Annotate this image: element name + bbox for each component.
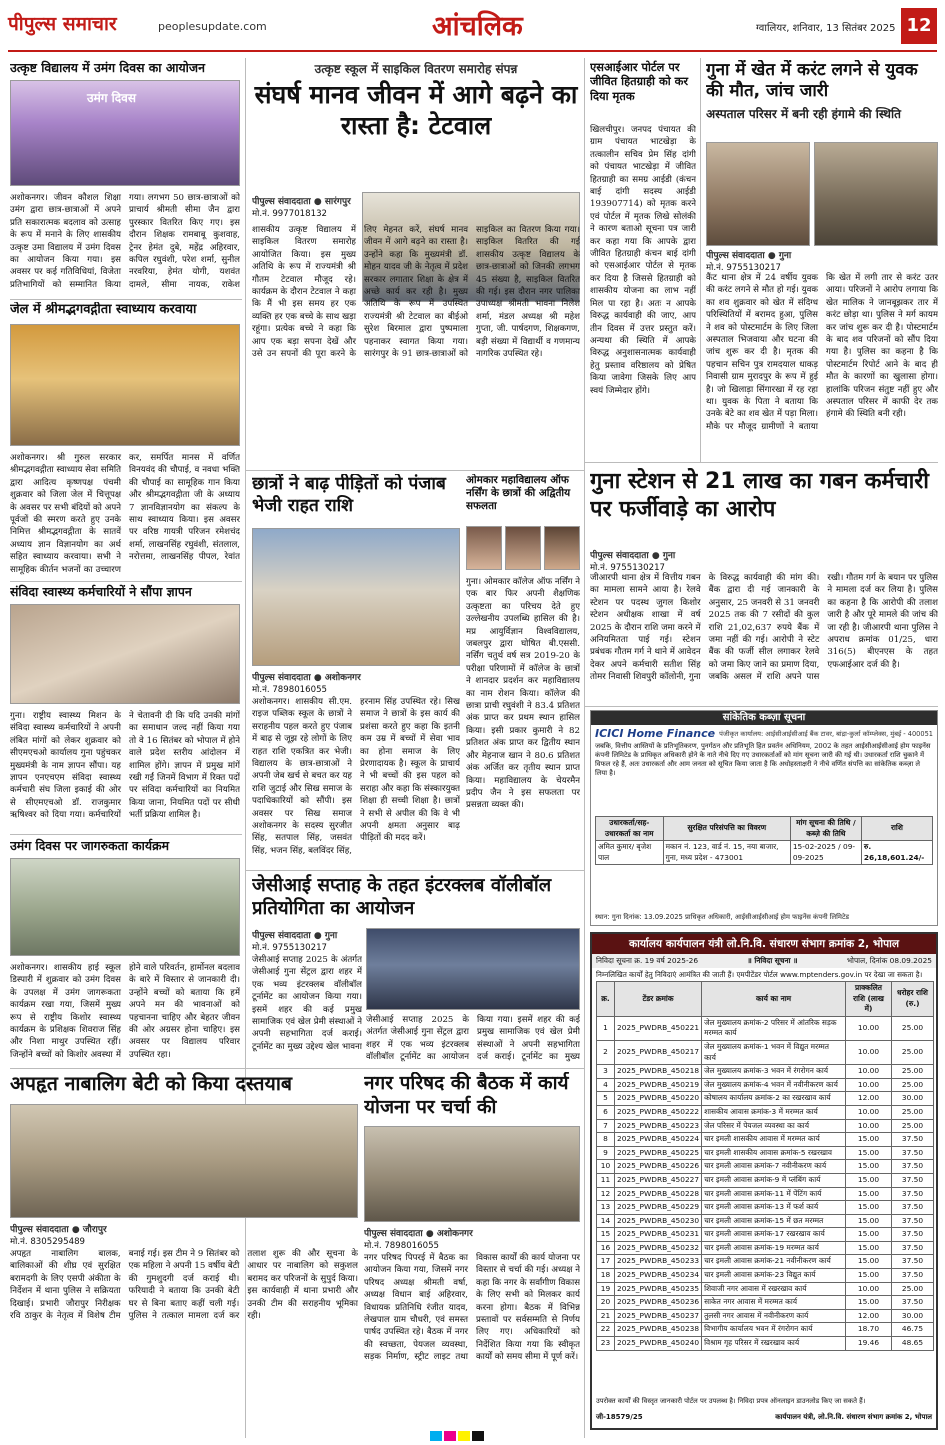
table-cell: 2025_PWDRB_450235 [615, 1282, 702, 1296]
ad-heading: सांकेतिक कब्ज़ा सूचना [591, 711, 937, 725]
table-cell: 10.00 [846, 1078, 892, 1092]
headline: गुना में खेत में करंट लगने से युवक की मौत, जांच जारी [706, 60, 918, 102]
mobile-number: मो.नं. 9755130217 [706, 263, 782, 273]
table-cell: जेल मुख्यालय क्रमांक-4 भवन में नवीनीकरण कार्य [702, 1078, 846, 1092]
table-header: प्राक्कलित राशि (लाख में) [846, 982, 892, 1017]
table-cell: 15.00 [846, 1173, 892, 1187]
table-cell: चार इमली शासकीय आवास में मरम्मत कार्य [702, 1133, 846, 1147]
event-photo [10, 1104, 358, 1218]
website-link[interactable]: peoplesupdate.com [158, 20, 267, 33]
table-header-row [596, 817, 933, 841]
article-punjab-relief [252, 474, 460, 868]
table-cell: 10.00 [846, 1016, 892, 1040]
headline: संघर्ष मानव जीवन में आगे बढ़ने का रास्ता है: टेटवाल [254, 80, 578, 141]
table-cell: 25.00 [892, 1119, 934, 1133]
table-cell: जेल परिसर में पेयजल व्यवस्था का कार्य [702, 1119, 846, 1133]
byline: पीपुल्स संवाददाता ● गुना [706, 251, 792, 261]
byline-block [706, 248, 938, 273]
table-cell: 13 [597, 1201, 615, 1215]
table-cell: 15.00 [846, 1241, 892, 1255]
table-cell: चार इमली आवास क्रमांक-21 नवीनीकरण कार्य [702, 1255, 846, 1269]
article-body-continued: जेसीआई सप्ताह 2025 के अंतर्गत जेसीआई गुना सेंट्रल द्वारा शहर में एक भव्य इंटरक्लब वॉलीबॉल टूर्नामेंट का आयोजन किया गया। इसमें शहर की कई प्रमुख सामाजिक एवं खेल प्रेमी संस्थाओं ने अपनी सहभागिता दर्ज कराई। टूर्नामेंट का मुख्य [366, 1015, 580, 1063]
event-photo [10, 80, 240, 186]
article-jci-volleyball [252, 874, 580, 1064]
byline: पीपुल्स संवाददाता ● अशोकनगर [252, 673, 361, 683]
table-cell: कोषालय कार्यालय क्रमांक-2 का रखरखाव कार्य [702, 1092, 846, 1106]
article-guna-station-fraud [590, 468, 938, 704]
byline-block [364, 1226, 580, 1251]
table-cell: 10.00 [846, 1040, 892, 1064]
table-cell: 12.00 [846, 1092, 892, 1106]
table-cell: चार इमली आवास क्रमांक-7 नवीनीकरण कार्य [702, 1160, 846, 1174]
table-cell: चार इमली आवास क्रमांक-13 में फर्श कार्य [702, 1201, 846, 1215]
table-cell: 15 [597, 1228, 615, 1242]
event-photo [252, 528, 460, 666]
table-cell: 15.00 [846, 1214, 892, 1228]
article-cycle-distribution [252, 60, 580, 470]
tender-intro: निम्नलिखित कार्यों हेतु निविदाएं आमंत्रित की जाती हैं। एमपीटेंडर पोर्टल www.mptenders.gov.in पर देखा जा सकता है। [596, 970, 923, 979]
table-cell: 2025_PWDRB_450234 [615, 1269, 702, 1283]
tender-title: कार्यालय कार्यपालन यंत्री लो.नि.वि. संधारण संभाग क्रमांक 2, भोपाल [592, 934, 936, 954]
article-body: शासकीय उत्कृष्ट विद्यालय में साइकिल वितरण समारोह आयोजित किया। इस मुख्य अतिथि के रूप में राज्यमंत्री श्री गौतम टेटवाल मौजूद रहे। कार्यक्रम के दौरान टेटवाल ने कहा कि मैं भी इस समय हर एक व्यक्ति हर एक बच्चे के साथ खड़ा रहूंगा। प्रत्येक बच्चे ने कहा कि आप एक बड़ा सपना देखें और उसे उन सपनों की पूरा करने के लिए मेहनत करें, संघर्ष मानव जीवन में आगे बढ़ने का रास्ता है। उन्होंने कहा कि मुख्यमंत्री डॉ. मोहन यादव जी के नेतृत्व में प्रदेश सरकार लगातार शिक्षा के क्षेत्र में अच्छे कार्य कर रही है। मुख्य अतिथि के रूप में उपस्थित राज्यमंत्री श्री टेटवाल का बीईओ सुरेश बिरमाल द्वारा पुष्पमाला पहनाकर स्वागत किया गया। सारंगपुर के 91 छात्र-छात्राओं को साइकिल का वितरण किया गया। साइकिल वितरित की गई शासकीय उत्कृष्ट विद्यालय के छात्र-छात्राओं को जिनकी लगभग 45 संख्या है, साइकिल वितरित की गई। इस दौरान नगर पालिका उपाध्यक्ष श्रीमती भावना निलेश शर्मा, मंडल अध्यक्ष श्री महेश गुप्ता, जी. पार्षदगण, शिक्षकगण, बड़ी संख्या में विद्यार्थी व गणमान्य नागरिक उपस्थित रहे। [252, 225, 580, 360]
table-cell: चार इमली आवास क्रमांक-19 मरम्मत कार्य [702, 1241, 846, 1255]
table-cell: 37.50 [892, 1187, 934, 1201]
table-cell: 20 [597, 1296, 615, 1310]
headline: गुना स्टेशन से 21 लाख का गबन कर्मचारी पर फर्जीवाड़े का आरोप [590, 469, 929, 522]
table-cell: 15.00 [846, 1255, 892, 1269]
article-body: अशोकनगर। शासकीय हाई स्कूल डिस्पारी में शुक्रवार को उमंग दिवस के उपलक्ष में उमंग जागरूकता कार्यक्रम रखा गया, जिसमें मुख्य रूप से राष्ट्रीय किशोर स्वास्थ्य कार्यक्रम के प्रशिक्षक शिवराज सिंह और निशा माथुर उपस्थित रहीं। जिन्होंने बच्चों को किशोर अवस्था में होने वाले परिवर्तन, हार्मोनल बदलाव के बारे में विस्तार से जानकारी दी। उन्होंने बच्चों को बताया कि हमें अपने मन की भावनाओं को पहचानना चाहिए और बेहतर जीवन की ओर अग्रसर होना चाहिए। इस अवसर पर विद्यालय परिवार उपस्थित रहा। [10, 963, 240, 1060]
table-cell: 3 [597, 1065, 615, 1079]
table-cell: 37.50 [892, 1146, 934, 1160]
event-photo [364, 1126, 580, 1222]
table-header: राशि [861, 817, 932, 841]
kicker: उत्कृष्ट स्कूल में साइकिल वितरण समारोह संपन्न [314, 62, 518, 76]
headline: उत्कृष्ट विद्यालय में उमंग दिवस का आयोजन [10, 60, 205, 75]
table-cell: 15.00 [846, 1201, 892, 1215]
ad-table [595, 816, 933, 865]
rule [10, 834, 242, 835]
article-body: नगर परिषद पिपरई में बैठक का आयोजन किया गया, जिसमें नगर परिषद अध्यक्ष श्रीमती वर्षा, अध्यक्ष विधान बाई अहिरवार, विधायक प्रतिनिधि रंजीत यादव, लेखपाल ग्राम चौधरी, एवं समस्त पार्षद उपस्थित रहे। बैठक में नगर की स्वच्छता, पेयजल व्यवस्था, सड़क निर्माण, स्ट्रीट लाइट तथा विकास कार्यों की कार्य योजना पर विस्तार से चर्चा की गई। अध्यक्ष ने कहा कि नगर के सर्वांगीण विकास के लिए सभी को मिलकर कार्य करना होगा। बैठक में विभिन्न प्रस्तावों पर सर्वसम्मति से निर्णय लिए गए। अधिकारियों को निर्देशित किया गया कि स्वीकृत कार्यों को समय सीमा में पूर्ण करें। [364, 1253, 580, 1363]
table-row [597, 1269, 934, 1283]
byline: पीपुल्स संवाददाता ● गुना [590, 551, 676, 561]
headline: संविदा स्वास्थ्य कर्मचारियों ने सौंपा ज्ञापन [10, 584, 192, 599]
table-cell: 37.50 [892, 1228, 934, 1242]
table-row [597, 1160, 934, 1174]
table-row [597, 1078, 934, 1092]
ad-body: जबकि, वित्तीय आस्तियों के प्रतिभूतिकरण, पुनर्गठन और प्रतिभूति हित प्रवर्तन अधिनियम, 2002 के तहत आईसीआईसीआई होम फाइनेंस कंपनी लिमिटेड के प्राधिकृत अधिकारी होने के नाते नीचे दिए गए उधारकर्ताओं को मांग सूचना जारी की गई थी। उधारकर्ता राशि चुकाने में विफल रहे हैं, अतः उधारकर्ता और आम जनता को सूचित किया जाता है कि अधोहस्ताक्षरी ने नीचे वर्णित संपत्ति का सांकेतिक कब्ज़ा ले लिया है। [595, 742, 931, 777]
article-body: गुना। ओमकार कॉलेज ऑफ नर्सिंग ने एक बार फिर अपनी शैक्षणिक उत्कृष्टता का परिचय देते हुए उल्लेखनीय उपलब्धि हासिल की है। मप्र आयुर्विज्ञान विश्वविद्यालय, जबलपुर द्वारा घोषित बी.एससी. नर्सिंग चतुर्थ वर्ष सत्र 2019-20 के परीक्षा परिणामों में कॉलेज के छात्रों ने शानदार प्रदर्शन कर महाविद्यालय का नाम रोशन किया। कॉलेज की छात्रा प्राची रघुवंशी ने 83.4 प्रतिशत अंक प्राप्त कर प्रथम स्थान हासिल किया। इसी प्रकार कुमारी ने 82 प्रतिशत अंक प्राप्त कर द्वितीय स्थान और मेहनाज खान ने 80.6 प्रतिशत अंक अर्जित कर तृतीय स्थान प्राप्त किया। महाविद्यालय के चेयरमैन प्रदीप जैन ने इस सफलता पर प्रसन्नता व्यक्त की। [466, 577, 580, 811]
table-cell: 37.50 [892, 1241, 934, 1255]
table-cell: 2025_PWDRB_450220 [615, 1092, 702, 1106]
table-cell: 37.50 [892, 1133, 934, 1147]
table-cell: 2025_PWDRB_450227 [615, 1173, 702, 1187]
table-cell: 19 [597, 1282, 615, 1296]
tender-code: जी-18579/25 [596, 1413, 643, 1421]
color-swatch [472, 1431, 484, 1441]
table-cell: 2025_PWDRB_450240 [615, 1337, 702, 1351]
event-photo [706, 142, 810, 246]
table-row [597, 1228, 934, 1242]
table-cell: तुलसी नगर आवास में नवीनीकरण कार्य [702, 1309, 846, 1323]
table-cell: 7 [597, 1119, 615, 1133]
table-cell: 37.50 [892, 1214, 934, 1228]
tender-number: निविदा सूचना क्र. 19 वर्ष 2025-26 [596, 956, 699, 965]
table-row [597, 1201, 934, 1215]
table-row [597, 1173, 934, 1187]
table-cell: 2025_PWDRB_450223 [615, 1119, 702, 1133]
article-body: जीआरपी थाना क्षेत्र में वित्तीय गबन का मामला सामने आया है। रेलवे स्टेशन पर पदस्थ जुगल किशोर स्टेशन अधीक्षक शाखा में वर्ष 2025 के दौरान राशि जमा करने में अनियमितता पाई गई। स्टेशन प्रबंधक गौतम गर्ग ने थाने में आवेदन देकर अपने कर्मचारी सतीश सिंह तोमर निवासी शिवपुरी कॉलोनी, गुना के विरुद्ध कार्यवाही की मांग की। बैंक द्वारा दी गई जानकारी के अनुसार, 25 जनवरी से 31 जनवरी 2025 तक की 7 रसीदों की कुल राशि 21,02,637 रुपये बैंक में जमा नहीं की गई। आरोपी ने स्टेट बैंक की फर्जी सील लगाकर रेलवे को जमा किए जाने का प्रमाण दिया, जबकि असल में राशि अपने पास रखी। गौतम गर्ग के बयान पर पुलिस ने मामला दर्ज कर लिया है। पुलिस का कहना है कि आरोपी की तलाश जारी है और पूरे मामले की जांच की जा रही है। जीआरपी थाना पुलिस ने अपराध क्रमांक 01/25, धारा 316(5) बीएनएस के तहत एफआईआर दर्ज की है। [590, 573, 938, 683]
section-title: आंचलिक [432, 11, 523, 42]
edition-date: ग्वालियर, शनिवार, 13 सितंबर 2025 [756, 23, 896, 34]
tender-footnote: उपरोक्त कार्यों की विस्तृत जानकारी पोर्टल पर उपलब्ध है। निविदा प्रपत्र ऑनलाइन डाउनलोड किए जा सकते हैं। [596, 1397, 866, 1406]
banner-text: उमंग दिवस [87, 91, 136, 105]
icici-possession-notice-ad [590, 710, 938, 926]
article-gita-jail [10, 302, 240, 578]
table-cell: 2025_PWDRB_450236 [615, 1296, 702, 1310]
table-cell: 16 [597, 1241, 615, 1255]
table-cell: 25.00 [892, 1016, 934, 1040]
pwd-tender-notice-ad [590, 932, 938, 1430]
ad-address: पंजीकृत कार्यालय: आईसीआईसीआई बैंक टावर, बांद्रा-कुर्ला कॉम्प्लेक्स, मुंबई - 400051 [719, 730, 933, 738]
table-cell: 6 [597, 1105, 615, 1119]
rule [10, 581, 242, 582]
table-row [597, 1241, 934, 1255]
rule [584, 706, 938, 707]
table-cell: 10.00 [846, 1105, 892, 1119]
table-cell: 37.50 [892, 1296, 934, 1310]
table-cell: 2 [597, 1040, 615, 1064]
table-cell: 9 [597, 1146, 615, 1160]
table-cell: 17 [597, 1255, 615, 1269]
headline: जेसीआई सप्ताह के तहत इंटरक्लब वॉलीबॉल प्रतियोगिता का आयोजन [252, 875, 552, 920]
table-cell: 11 [597, 1173, 615, 1187]
table-cell: 30.00 [892, 1092, 934, 1106]
table-cell: 2025_PWDRB_450226 [615, 1160, 702, 1174]
headline: ओमकार महाविद्यालय ऑफ नर्सिंग के छात्रों की अद्वितीय सफलता [466, 474, 571, 512]
article-nagar-parishad [364, 1072, 580, 1438]
table-header: धरोहर राशि (रु.) [892, 982, 934, 1017]
table-cell: साकेत नगर आवास में मरम्मत कार्य [702, 1296, 846, 1310]
table-cell: चार इमली आवास क्रमांक-9 में प्लंबिंग कार्य [702, 1173, 846, 1187]
table-cell: चार इमली आवास क्रमांक-15 में छत मरम्मत [702, 1214, 846, 1228]
table-header-row [597, 982, 934, 1017]
table-cell: जेल मुख्यालय क्रमांक-2 परिसर में आंतरिक सड़क मरम्मत कार्य [702, 1016, 846, 1040]
table-row [597, 1296, 934, 1310]
table-cell: 10.00 [846, 1119, 892, 1133]
table-cell: 2025_PWDRB_450224 [615, 1133, 702, 1147]
table-cell: 18 [597, 1269, 615, 1283]
article-umang-diwas [10, 60, 240, 296]
byline: पीपुल्स संवाददाता ● सारंगपुर [252, 197, 351, 207]
article-guna-current-death [706, 60, 938, 460]
color-swatch [444, 1431, 456, 1441]
table-cell: 25.00 [892, 1040, 934, 1064]
mobile-number: मो.नं. 8305295489 [10, 1237, 86, 1247]
tender-table [596, 981, 934, 1351]
article-minor-recovered [10, 1072, 358, 1438]
table-cell: चार इमली आवास क्रमांक-23 विद्युत कार्य [702, 1269, 846, 1283]
table-row [597, 1282, 934, 1296]
table-cell: चार इमली आवास क्रमांक-17 रखरखाव कार्य [702, 1228, 846, 1242]
mobile-number: मो.नं. 7898016055 [364, 1241, 440, 1251]
table-row [597, 1187, 934, 1201]
table-cell: 2025_PWDRB_450222 [615, 1105, 702, 1119]
event-photo [10, 324, 240, 446]
byline-block [10, 1222, 120, 1247]
table-cell: 23 [597, 1337, 615, 1351]
ad-footer: स्थान: गुना दिनांक: 13.09.2025 प्राधिकृत अधिकारी, आईसीआईसीआई होम फाइनेंस कंपनी लिमिटेड [595, 913, 850, 921]
table-cell: 2025_PWDRB_450230 [615, 1214, 702, 1228]
table-cell: अमित कुमार/ बृजेश पाल [596, 841, 664, 865]
table-cell: शासकीय आवास क्रमांक-3 में मरम्मत कार्य [702, 1105, 846, 1119]
event-photo [10, 858, 240, 956]
column-divider [584, 58, 585, 1438]
table-cell: 1 [597, 1016, 615, 1040]
article-body: अशोकनगर। श्री गुरुल सरकार श्रीमद्भगवद्गीता स्वाध्याय सेवा समिति द्वारा आदित्य कृष्णपक्ष पंचमी शुक्रवार को जिला जेल में चित्तूपक्ष के अवसर पर सभी बंदियों को अपने पूर्वजों की स्मरण करते हुए उनके निमित्त श्रीमद्भगवद्गीता के सातवें अध्याय ज्ञान विज्ञानयोग का अर्थ सहित स्वाध्याय करवाया। सभी ने सामूहिक कीर्तन भजनों का उच्चारण कर, समर्पित मानस में वर्णित विनयवंद की चौपाई, व नवधा भक्ति की चौपाई का सामूहिक गान किया और श्रीमद्भगवद्गीता जी के अध्याय 7 ज्ञानविज्ञानयोग का संकल्प के साथ स्वाध्याय किया। इस अवसर पर वरिष्ठ गायत्री परिजन रमेशचंद शर्मा, लाखनसिंह रघुवंशी, संतलाल, नरोत्तमा, लाखनसिंह पीपल, रेवांत [10, 453, 240, 575]
article-umang-awareness [10, 838, 240, 1066]
table-cell: जेल मुख्यालय क्रमांक-3 भवन में रंगरोगन कार्य [702, 1065, 846, 1079]
byline-block [252, 670, 460, 695]
headline: छात्रों ने बाढ़ पीड़ितों को पंजाब भेजी राहत राशि [252, 474, 446, 516]
byline: पीपुल्स संवाददाता ● गुना [252, 931, 338, 941]
article-body: गुना। राष्ट्रीय स्वास्थ्य मिशन के संविदा स्वास्थ्य कर्मचारियों ने अपनी लंबित मांगों को लेकर शुक्रवार को सीएमएचओ कार्यालय गुना पहुंचकर मुख्यमंत्री के नाम ज्ञापन सौंपा। यह ज्ञापन एनएचएम संविदा स्वास्थ्य कर्मचारी संघ जिला इकाई की ओर से सीएमएचओ डॉ. राजकुमार ऋषिश्वर को दिया गया। कर्मचारियों ने चेतावनी दी कि यदि उनकी मांगों का समाधान जल्द नहीं किया गया तो वे 16 सितंबर को भोपाल में होने वाले प्रदेश स्तरीय आंदोलन में शामिल होंगे। ज्ञापन में प्रमुख मांगें रखी गईं जिनमें विभाग में रिक्त पदों पर संविदा कर्मचारियों का नियमित किया जाना, नियमित पदों पर सीधी भर्ती प्रक्रिया शामिल है। [10, 711, 240, 821]
table-cell: 25.00 [892, 1105, 934, 1119]
table-cell: 15.00 [846, 1228, 892, 1242]
table-header: उधारकर्ता/सह-उधारकर्ता का नाम [596, 817, 664, 841]
table-cell: 5 [597, 1092, 615, 1106]
tender-signatory: कार्यपालन यंत्री, लो.नि.वि. संधारण संभाग क्रमांक 2, भोपाल [775, 1413, 932, 1421]
student-photo [505, 526, 541, 570]
table-cell: 2025_PWDRB_450238 [615, 1323, 702, 1337]
table-cell: 12 [597, 1187, 615, 1201]
table-cell: शिवाजी नगर आवास में रखरखाव कार्य [702, 1282, 846, 1296]
table-cell: 4 [597, 1078, 615, 1092]
table-row [597, 1092, 934, 1106]
article-omkar-nursing [466, 474, 580, 868]
mobile-number: मो.नं. 9755130217 [590, 563, 666, 573]
event-photo [366, 928, 580, 1010]
ad-brand-row [591, 725, 937, 742]
headline: उमंग दिवस पर जागरुकता कार्यक्रम [10, 838, 170, 853]
table-row [597, 1214, 934, 1228]
table-cell: चार इमली शासकीय आवास क्रमांक-5 रखरखाव [702, 1146, 846, 1160]
table-cell: 2025_PWDRB_450217 [615, 1040, 702, 1064]
table-cell: 2025_PWDRB_450219 [615, 1078, 702, 1092]
table-cell: 22 [597, 1323, 615, 1337]
table-cell: 2025_PWDRB_450221 [615, 1016, 702, 1040]
table-cell: 2025_PWDRB_450233 [615, 1255, 702, 1269]
table-header: कार्य का नाम [702, 982, 846, 1017]
page-number: 12 [901, 8, 937, 44]
table-cell: 48.65 [892, 1337, 934, 1351]
table-cell: मकान नं. 123, वार्ड नं. 15, नया बाजार, गुना, मध्य प्रदेश - 473001 [663, 841, 790, 865]
table-cell: 2025_PWDRB_450231 [615, 1228, 702, 1242]
headline: अपहृत नाबालिग बेटी को किया दस्तयाब [10, 1072, 293, 1095]
table-cell: 2025_PWDRB_450218 [615, 1065, 702, 1079]
color-swatch [458, 1431, 470, 1441]
table-cell: 15.00 [846, 1296, 892, 1310]
table-cell: 18.70 [846, 1323, 892, 1337]
subheadline: अस्पताल परिसर में बनी रही हंगामे की स्थिति [706, 106, 901, 121]
article-body: अपहृत नाबालिग बालक, बालिकाओं की शीघ्र एवं सुरक्षित बरामदगी के लिए एसपी अंकीता के निर्देशन में थाना पुलिस ने सक्रियता दिखाई। प्रभारी जौरापुर निरीक्षक रवि ठाकुर के नेतृत्व में विशेष टीम बनाई गई। इस टीम ने 9 सितंबर को एक महिला ने अपनी 15 वर्षीय बेटी की गुमशुदगी दर्ज कराई थी। फरियादी ने बताया कि उनकी बेटी घर से बिना बताए कहीं चली गई। पुलिस ने तत्काल मामला दर्ज कर तलाश शुरू की और सूचना के आधार पर नाबालिग को सकुशल बरामद कर परिजनों के सुपुर्द किया। इस कार्यवाही में थाना प्रभारी और उनकी टीम की सराहनीय भूमिका रही। [10, 1249, 358, 1322]
table-row [597, 1040, 934, 1064]
table-cell: 15.00 [846, 1187, 892, 1201]
table-cell: 19.46 [846, 1337, 892, 1351]
rule [10, 1068, 584, 1069]
mobile-number: मो.नं. 9977018132 [252, 209, 328, 219]
table-cell: जेल मुख्यालय क्रमांक-1 भवन में विद्युत मरम्मत कार्य [702, 1040, 846, 1064]
table-cell: 30.00 [892, 1309, 934, 1323]
rule [246, 870, 584, 871]
table-row [596, 841, 933, 865]
table-cell: 2025_PWDRB_450229 [615, 1201, 702, 1215]
table-row [597, 1146, 934, 1160]
tender-date: भोपाल, दिनांक 08.09.2025 [846, 956, 932, 965]
table-cell: 2025_PWDRB_450232 [615, 1241, 702, 1255]
article-body: खिलचीपुर। जनपद पंचायत की ग्राम पंचायत भाटखेड़ा के तत्कालीन सचिव प्रेम सिंह दांगी को पंचायत भाटखेड़ा में जीवित हितग्राही का समग्र आईडी (कंचन बाई दांगी सदस्य आईडी 193907714) को मृतक करने एवं पोर्टल में मृतक लिखे सोलंकी ने कारण बताओ सूचना पत्र जारी कर कहा गया कि आपके द्वारा जीवित हितग्राही कंचन बाई दांगी को एसआईआर पोर्टल से मृतक कर दिया है जिससे हितग्राही को शासकीय योजना का लाभ नहीं मिल पा रहा है। अतः न आपके विरुद्ध कार्यवाही की जाए, आप तीन दिवस में उत्तर प्रस्तुत करें। अन्यथा की स्थिति में आपके विरुद्ध अनुशासनात्मक कार्यवाही हेतु प्रस्ताव वरिष्ठालय को प्रेषित किया जावेगा जिसके लिए आप स्वयं जिम्मेदार होंगे। [590, 125, 696, 396]
masthead [8, 6, 937, 52]
table-row [597, 1119, 934, 1133]
table-cell: 25.00 [892, 1078, 934, 1092]
mobile-number: मो.नं. 9755130217 [252, 943, 328, 953]
table-row [597, 1337, 934, 1351]
table-cell: 2025_PWDRB_450225 [615, 1146, 702, 1160]
table-cell: 46.75 [892, 1323, 934, 1337]
table-cell: 37.50 [892, 1173, 934, 1187]
table-cell: 15.00 [846, 1146, 892, 1160]
table-cell: रु. 26,18,601.24/- [861, 841, 932, 865]
headline: नगर परिषद की बैठक में कार्य योजना पर चर्चा की [364, 1072, 569, 1118]
table-cell: 2025_PWDRB_450237 [615, 1309, 702, 1323]
byline-block [590, 548, 704, 573]
table-cell: 8 [597, 1133, 615, 1147]
student-photo [466, 526, 502, 570]
rule [584, 462, 938, 463]
table-row [597, 1309, 934, 1323]
table-cell: 15-02-2025 / 09-09-2025 [790, 841, 861, 865]
table-cell: विश्राम गृह परिसर में रखरखाव कार्य [702, 1337, 846, 1351]
tender-subheader [592, 954, 936, 968]
table-row [597, 1133, 934, 1147]
table-cell: 37.50 [892, 1269, 934, 1283]
color-swatch [430, 1431, 442, 1441]
byline-block [252, 194, 356, 219]
table-cell: 10.00 [846, 1282, 892, 1296]
table-row [597, 1105, 934, 1119]
article-body: कैंट थाना क्षेत्र में 24 वर्षीय युवक की करंट लगने से मौत हो गई। युवक का शव शुक्रवार को खेत में संदिग्ध परिस्थितियों में बरामद हुआ, पुलिस ने शव को पोस्टमार्टम के लिए जिला अस्पताल भिजवाया और घटना की जांच शुरू कर दी है। मृतक की पहचान सचिन पुत्र रामदयाल धाकड़ निवासी ग्राम मुरादपुर के रूप में हुई है। जो खिलाड़ा सिंगारखा में रह रहा था। युवक के पिता ने बताया कि उनके बेटे का शव खेत में पड़ा मिला। मौके पर मौजूद ग्रामीणों ने बताया कि खेत में लगी तार से करंट उतर आया। परिजनों ने आरोप लगाया कि खेत मालिक ने जानबूझकर तार में करंट छोड़ा था। पुलिस ने मर्ग कायम कर जांच शुरू कर दी है। पोस्टमार्टम के बाद शव परिजनों को सौंप दिया गया है। पुलिस का कहना है कि पोस्टमार्टम रिपोर्ट आने के बाद ही मौत के कारणों का खुलासा होगा। हालांकि परिजन संतुष्ट नहीं हुए और अस्पताल परिसर में काफी देर तक हंगामे की स्थिति बनी रही। [706, 273, 938, 432]
table-row [597, 1065, 934, 1079]
table-cell: 12.00 [846, 1309, 892, 1323]
table-cell: 21 [597, 1309, 615, 1323]
table-cell: 37.50 [892, 1201, 934, 1215]
icici-logo: ICICI Home Finance [595, 727, 716, 740]
article-body: अशोकनगर। जीवन कौशल शिक्षा उमंग द्वारा छात्र-छात्राओं में अपने प्रति सकारात्मक बदलाव को उत्साह के रूप में मनाने के लिए शासकीय उत्कृष्ट उमा विद्यालय में उमंग दिवस का आयोजन किया गया। इस अवसर पर कई गतिविधियां, विजेता प्रतिभागियों को सम्मानित किया गया। लगभग 50 छात्र-छात्राओं को प्राचार्य श्रीमती सीमा जैन द्वारा पुरस्कार वितरित किए गए। इस दौरान शिक्षक रामबाबू कुशवाह, ट्रेनर हेमंत दुबे, महेंद्र अहिरवार, कपिल रघुवंशी, परेश शर्मा, सुनील नरवरिया, हेमंत योगी, यशवंत दामले, सीमा नायक, राकेश [10, 193, 240, 290]
table-cell: 10.00 [846, 1065, 892, 1079]
byline: पीपुल्स संवाददाता ● जौरापुर [10, 1225, 107, 1235]
article-sir-portal [590, 60, 696, 458]
table-cell: विभागीय कार्यालय भवन में रंगरोगन कार्य [702, 1323, 846, 1337]
table-row [597, 1323, 934, 1337]
table-cell: 14 [597, 1214, 615, 1228]
table-row [597, 1016, 934, 1040]
event-photo [10, 604, 240, 704]
table-row [597, 1255, 934, 1269]
table-cell: 10 [597, 1160, 615, 1174]
article-body: जेसीआई सप्ताह 2025 के अंतर्गत जेसीआई गुना सेंट्रल द्वारा शहर में एक भव्य इंटरक्लब वॉलीबॉल टूर्नामेंट का आयोजन किया गया। इसमें शहर की कई प्रमुख सामाजिक एवं खेल प्रेमी संस्थाओं ने अपनी सहभागिता दर्ज कराई। टूर्नामेंट का मुख्य उद्देश्य खेल भावना [252, 955, 362, 1052]
table-cell: चार इमली आवास क्रमांक-11 में पेंटिंग कार्य [702, 1187, 846, 1201]
table-cell: 25.00 [892, 1282, 934, 1296]
table-header: क्र. [597, 982, 615, 1017]
table-cell: 37.50 [892, 1160, 934, 1174]
byline-block [252, 928, 362, 953]
byline: पीपुल्स संवाददाता ● अशोकनगर [364, 1229, 473, 1239]
article-body: अशोकनगर। शासकीय सी.एम. राइज पब्लिक स्कूल के छात्रों ने सराहनीय पहल करते हुए पंजाब में बाढ़ से जूझ रहे लोगों के लिए राहत राशि एकत्रित कर भेजी। विद्यालय के छात्र-छात्राओं ने अपनी जेब खर्च से बचत कर यह राशि जुटाई और सिख समाज के पदाधिकारियों को सौंपी। इस अवसर पर सिख समाज अशोकनगर के सदस्य सुरजीत सिंह, सतपाल सिंह, जसवंत सिंह, भजन सिंह, बलविंदर सिंह, हरनाम सिंह उपस्थित रहे। सिख समाज ने छात्रों के इस कार्य की प्रशंसा करते हुए कहा कि इतनी कम उम्र में बच्चों में सेवा भाव का होना समाज के लिए प्रेरणादायक है। स्कूल के प्राचार्य ने भी बच्चों की इस पहल को सराहा और कहा कि संस्कारयुक्त शिक्षा ही सच्ची शिक्षा है। छात्रों ने सभी से अपील की कि वे भी अपनी क्षमता अनुसार बाढ़ पीड़ितों की मदद करें। [252, 697, 460, 856]
brand-logo: पीपुल्स समाचार [8, 13, 117, 35]
event-photo [814, 142, 938, 246]
mobile-number: मो.नं. 7898016055 [252, 685, 328, 695]
table-cell: 37.50 [892, 1255, 934, 1269]
article-samvida-gyapan [10, 584, 240, 832]
student-photo [544, 526, 580, 570]
headline: जेल में श्रीमद्भगवद्गीता स्वाध्याय करवाया [10, 302, 197, 317]
table-cell: 2025_PWDRB_450228 [615, 1187, 702, 1201]
table-header: मांग सूचना की तिथि / कब्ज़े की तिथि [790, 817, 861, 841]
headline: एसआईआर पोर्टल पर जीवित हितग्राही को कर दिया मृतक [590, 60, 689, 103]
rule [10, 299, 242, 300]
table-header: टेंडर क्रमांक [615, 982, 702, 1017]
table-cell: 15.00 [846, 1269, 892, 1283]
table-cell: 15.00 [846, 1133, 892, 1147]
tender-label: ॥ निविदा सूचना ॥ [747, 956, 798, 965]
table-cell: 15.00 [846, 1160, 892, 1174]
table-cell: 25.00 [892, 1065, 934, 1079]
column-divider [700, 58, 701, 463]
rule [246, 470, 584, 471]
table-header: सुरक्षित परिसंपत्ति का विवरण [663, 817, 790, 841]
